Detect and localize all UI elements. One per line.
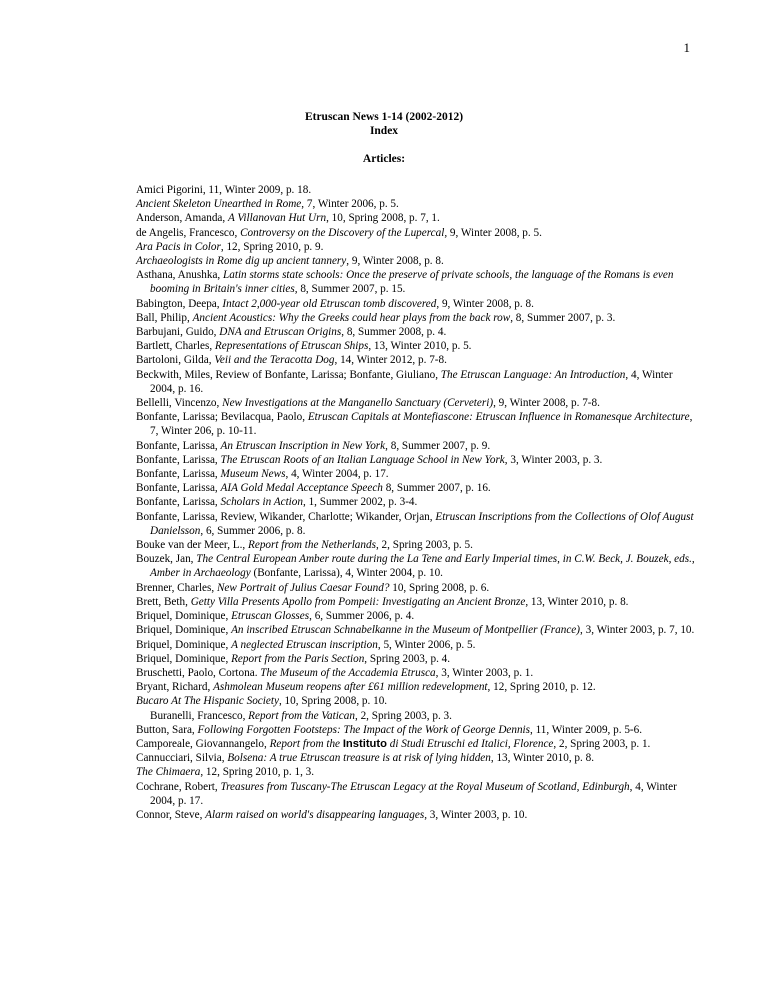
entry-title: DNA and Etruscan Origins <box>219 326 342 339</box>
index-entry <box>136 510 696 538</box>
entry-title: New Portrait of Julius Caesar Found? <box>216 581 390 594</box>
index-entry <box>136 297 696 311</box>
index-entry <box>136 552 696 580</box>
entry-citation: , 5, Winter 2006, p. 5. <box>377 638 476 651</box>
entry-title: Ancient Acoustics: Why the Greeks could hear plays from the back row <box>192 311 511 324</box>
index-entry <box>136 268 696 296</box>
index-entry <box>136 581 696 595</box>
entry-title: Ancient Skeleton Unearthed in Rome <box>136 198 302 211</box>
entry-author: Briquel, Dominique, <box>136 624 232 637</box>
entry-author: Barbujani, Guido, <box>136 326 220 339</box>
entry-author: Bouzek, Jan, <box>136 553 197 566</box>
entry-citation: , 6, Summer 2006, p. 4. <box>309 610 415 623</box>
entry-author: Brenner, Charles, <box>136 581 217 594</box>
entry-citation: , 7, Winter 2006, p. 5. <box>301 198 399 211</box>
entry-title: Report from the <box>269 737 343 750</box>
entry-author: Briquel, Dominique, <box>136 610 232 623</box>
entry-title: di Studi Etruschi ed Italici, Florence <box>386 737 554 750</box>
entry-author: Briquel, Dominique, <box>136 638 232 651</box>
document-title-block <box>0 110 768 138</box>
entry-citation: , 9, Winter 2008, p. 8. <box>346 255 444 268</box>
index-entry <box>136 765 696 779</box>
entry-author: Cannucciari, Silvia, <box>136 752 228 765</box>
index-entry <box>136 453 696 467</box>
index-entry <box>136 183 696 197</box>
entry-citation: , 10, Spring 2008, p. 10. <box>278 695 388 708</box>
index-entry <box>136 808 696 822</box>
entry-title: Controversy on the Discovery of the Lupercal, <box>240 226 448 239</box>
entry-author: Bonfante, Larissa, <box>136 482 221 495</box>
index-entry <box>136 737 696 751</box>
entry-citation: 8, Summer 2007, p. 16. <box>382 482 491 495</box>
entry-title: Alarm raised on world's disappearing languages <box>205 808 425 821</box>
index-entry <box>136 339 696 353</box>
entry-author: Anderson, Amanda, <box>136 212 228 225</box>
entry-citation: , 4, Winter 2004, p. 17. <box>285 468 389 481</box>
entry-author: Connor, Steve, <box>136 808 206 821</box>
entry-citation: , Spring 2003, p. 4. <box>364 652 451 665</box>
index-entry <box>136 623 696 637</box>
entry-citation: , 3, Winter 2003, p. 10. <box>424 808 528 821</box>
section-heading: Articles: <box>362 153 406 165</box>
document-title: Etruscan News 1-14 (2002-2012) <box>304 111 464 123</box>
entry-title: Following Forgotten Footsteps: The Impact of the Work of George Dennis <box>197 723 531 736</box>
entry-title-bold: Instituto <box>342 737 387 750</box>
index-entry <box>136 197 696 211</box>
index-entry <box>136 325 696 339</box>
entry-title: Treasures from Tuscany-The Etruscan Legacy at the Royal Museum of Scotland, Edinburgh <box>220 780 630 793</box>
entry-author: Bonfante, Larissa, Review, Wikander, Charlotte; Wikander, Orjan, <box>136 510 436 523</box>
entry-title: Museum News <box>220 468 286 481</box>
index-entry <box>136 780 696 808</box>
entry-title: Latin storms state schools: Once the preserve of private schools, the language of the Romans is even booming in Britain's inner cities, <box>150 269 674 296</box>
entry-citation: , 12, Spring 2010, p. 1, 3. <box>200 766 315 779</box>
index-entry <box>136 396 696 410</box>
index-entry <box>136 638 696 652</box>
entry-author: Asthana, Anushka, <box>136 269 224 282</box>
entry-title: Bucaro At The Hispanic Society <box>136 695 279 708</box>
page-number: 1 <box>683 40 690 55</box>
index-entry <box>136 211 696 225</box>
entry-citation: , 4, Winter 2004, p. 16. <box>150 368 673 395</box>
entry-title: The Central European Amber route during the La Tene and Early Imperial times, in C.W. Beck, J. Bouzek, eds., Amber in Archaeology <box>150 553 695 580</box>
entry-title: AIA Gold Medal Acceptance Speech <box>220 482 383 495</box>
entry-author: Bellelli, Vincenzo, <box>136 397 223 410</box>
index-entry <box>136 723 696 737</box>
entry-citation: , 2, Spring 2003, p. 5. <box>375 539 473 552</box>
entry-author: Ball, Philip, <box>136 311 193 324</box>
index-entry <box>136 439 696 453</box>
entry-title: Veii and the Teracotta Dog <box>214 354 335 367</box>
entry-citation: , 6, Summer 2006, p. 8. <box>200 524 306 537</box>
entry-title: Scholars in Action <box>220 496 303 509</box>
entry-author: Brett, Beth, <box>136 595 191 608</box>
entry-citation: , 8, Summer 2008, p. 4. <box>341 326 447 339</box>
entry-author: Bartoloni, Gilda, <box>136 354 215 367</box>
entry-title: The Etruscan Language: An Introduction <box>440 368 626 381</box>
entry-author: Bonfante, Larissa, <box>136 496 221 509</box>
entry-citation: 8, Summer 2007, p. 15. <box>297 283 406 296</box>
entry-citation: , 14, Winter 2012, p. 7-8. <box>334 354 447 367</box>
entry-citation: , 8, Summer 2007, p. 3. <box>510 311 616 324</box>
entry-author: Button, Sara, <box>136 723 198 736</box>
entry-title: Ashmolean Museum reopens after £61 million redevelopment <box>213 681 488 694</box>
entry-title: New Investigations at the Manganello Sanctuary (Cerveteri) <box>222 397 494 410</box>
index-entry <box>136 538 696 552</box>
entry-citation: (Bonfante, Larissa), 4, Winter 2004, p. 10. <box>250 567 443 580</box>
entry-title: Ara Pacis in Color <box>136 240 221 253</box>
entry-citation: , 4, Winter 2004, p. 17. <box>150 780 677 807</box>
entry-title: A neglected Etruscan inscription <box>231 638 378 651</box>
index-entry <box>136 467 696 481</box>
entry-title: Archaeologists in Rome dig up ancient tannery <box>136 255 347 268</box>
entry-author: Babington, Deepa, <box>136 297 223 310</box>
entry-citation: , 11, Winter 2009, p. 5-6. <box>530 723 643 736</box>
entry-title: Etruscan Inscriptions from the Collections of Olof August Danielsson <box>150 510 694 537</box>
index-entry <box>136 652 696 666</box>
index-entry <box>136 481 696 495</box>
entry-title: Intact 2,000-year old Etruscan tomb discovered <box>222 297 437 310</box>
entry-title: The Chimaera <box>136 766 201 779</box>
index-entry <box>136 368 696 396</box>
entry-title: Report from the Netherlands <box>248 539 376 552</box>
entry-citation: , 2, Spring 2003, p. 1. <box>553 737 651 750</box>
index-entry <box>136 709 696 723</box>
entry-citation: , 10, Spring 2008, p. 7, 1. <box>326 212 440 225</box>
entry-author: Bonfante, Larissa, <box>136 453 221 466</box>
entry-citation: , 13, Winter 2010, p. 8. <box>490 752 594 765</box>
entry-citation: 9, Winter 2008, p. 5. <box>447 226 542 239</box>
entry-citation: , 12, Spring 2010, p. 12. <box>487 681 596 694</box>
entry-title: Representations of Etruscan Ships <box>214 340 369 353</box>
entry-citation: , 8, Summer 2007, p. 9. <box>385 439 491 452</box>
entry-citation: 10, Spring 2008, p. 6. <box>389 581 490 594</box>
entry-citation: , 1, Summer 2002, p. 3-4. <box>302 496 418 509</box>
document-subtitle: Index <box>369 125 399 137</box>
entry-author: Bryant, Richard, <box>136 681 214 694</box>
entry-author: Bonfante, Larissa; Bevilacqua, Paolo, <box>136 411 308 424</box>
entry-citation: , 13, Winter 2010, p. 8. <box>525 595 629 608</box>
entry-citation: , 2, Spring 2003, p. 3. <box>354 709 452 722</box>
index-entry <box>136 311 696 325</box>
entry-title: A Villanovan Hut Urn <box>227 212 327 225</box>
entry-author: Bonfante, Larissa, <box>136 439 221 452</box>
entry-citation: , 3, Winter 2003, p. 1. <box>435 666 534 679</box>
index-entry <box>136 666 696 680</box>
index-entry <box>136 751 696 765</box>
entry-author: Camporeale, Giovannangelo, <box>136 737 270 750</box>
entry-author: Briquel, Dominique, <box>136 652 232 665</box>
index-entry <box>136 680 696 694</box>
entry-title: Report from the Vatican <box>248 709 355 722</box>
index-entry <box>136 609 696 623</box>
entry-author: Bruschetti, Paolo, Cortona. <box>136 666 261 679</box>
entry-citation: , 9, Winter 2008, p. 8. <box>436 297 534 310</box>
entry-title: The Etruscan Roots of an Italian Language School in New York <box>220 453 505 466</box>
entry-title: Etruscan Capitals at Montefiascone: Etruscan Influence in Romanesque Architecture <box>307 411 690 424</box>
entry-citation: , 9, Winter 2008, p. 7-8. <box>493 397 600 410</box>
entry-citation: , 3, Winter 2003, p. 7, 10. <box>580 624 695 637</box>
entry-title: Etruscan Glosses <box>231 610 310 623</box>
entry-citation: , 3, Winter 2003, p. 3. <box>504 453 603 466</box>
index-entry <box>136 254 696 268</box>
index-entry <box>136 495 696 509</box>
entry-title: Bolsena: A true Etruscan treasure is at risk of lying hidden <box>227 752 491 765</box>
entry-author: Bonfante, Larissa, <box>136 468 221 481</box>
entry-author: Bouke van der Meer, L., <box>136 539 249 552</box>
index-entry <box>136 694 696 708</box>
index-entry <box>136 410 696 438</box>
entry-title: An Etruscan Inscription in New York <box>220 439 386 452</box>
entry-citation: , 13, Winter 2010, p. 5. <box>368 340 472 353</box>
entry-author: Amici Pigorini, 11, Winter 2009, p. 18. <box>136 184 312 196</box>
entry-author: Buranelli, Francesco, <box>150 709 249 722</box>
entry-citation: , 7, Winter 206, p. 10-11. <box>150 411 693 438</box>
entry-author: Bartlett, Charles, <box>136 340 215 353</box>
index-entry-list <box>136 183 696 822</box>
entry-title: Report from the Paris Section <box>231 652 365 665</box>
entry-author: Beckwith, Miles, Review of Bonfante, Larissa; Bonfante, Giuliano, <box>136 368 441 381</box>
entry-title: An inscribed Etruscan Schnabelkanne in the Museum of Montpellier (France) <box>231 624 580 637</box>
entry-citation: , 12, Spring 2010, p. 9. <box>220 240 324 253</box>
index-entry <box>136 353 696 367</box>
index-entry <box>136 226 696 240</box>
entry-author: Cochrane, Robert, <box>136 780 221 793</box>
entry-title: The Museum of the Accademia Etrusca <box>260 666 436 679</box>
index-entry <box>136 240 696 254</box>
index-entry <box>136 595 696 609</box>
entry-title: Getty Villa Presents Apollo from Pompeii: Investigating an Ancient Bronze <box>190 595 526 608</box>
entry-author: de Angelis, Francesco, <box>136 226 241 239</box>
